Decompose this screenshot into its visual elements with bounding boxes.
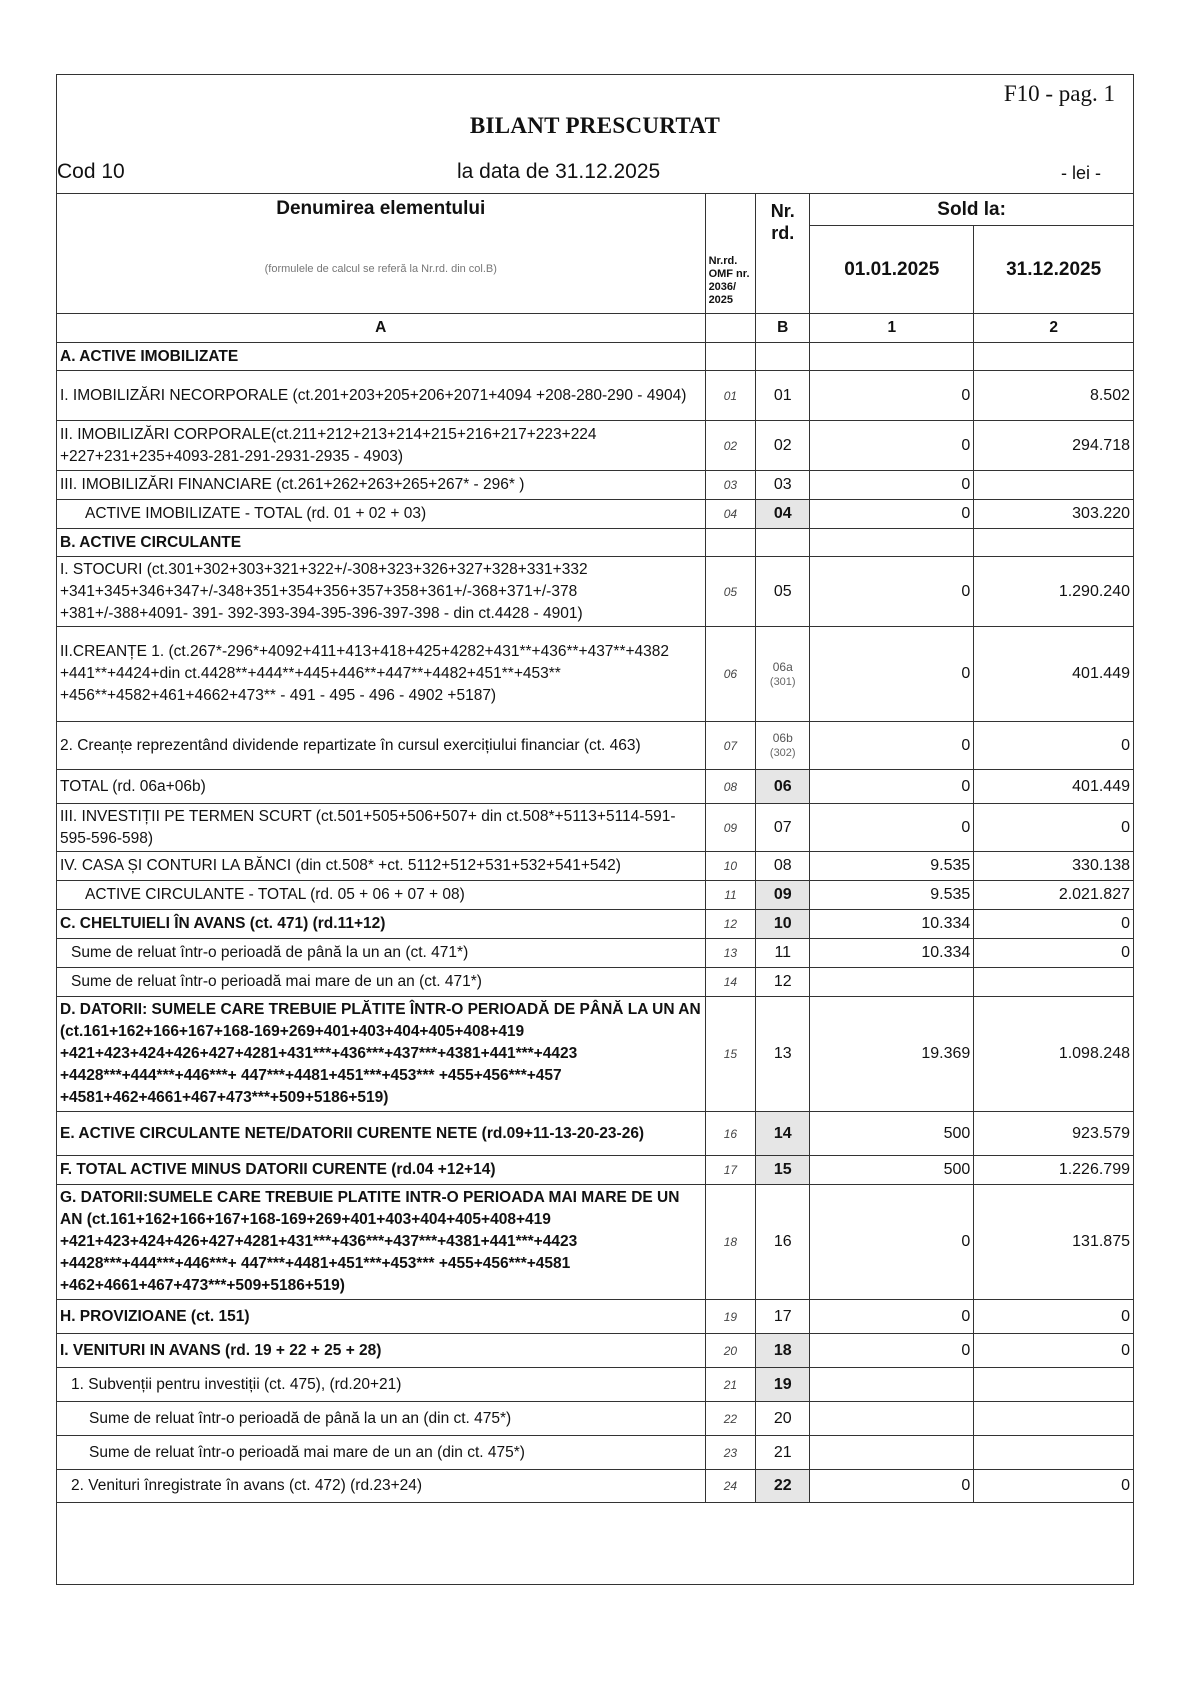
value-01-01-2025: [810, 343, 974, 371]
row-number: 01: [756, 371, 810, 421]
table-row: [57, 627, 1134, 722]
balance-sheet-table: [56, 193, 1134, 1503]
value-31-12-2025: 8.502: [974, 371, 1134, 421]
value-01-01-2025: 0: [810, 770, 974, 804]
value-31-12-2025: [974, 968, 1134, 997]
row-omf-number: 18: [705, 1185, 756, 1300]
row-label: Sume de reluat într-o perioadă de până la un an (ct. 471*): [57, 939, 706, 968]
value-31-12-2025: [974, 1436, 1134, 1470]
value-01-01-2025: 10.334: [810, 939, 974, 968]
row-number: 14: [756, 1112, 810, 1156]
row-number: [756, 343, 810, 371]
report-date: la data de 31.12.2025: [457, 160, 661, 183]
value-01-01-2025: [810, 529, 974, 557]
value-01-01-2025: [810, 1402, 974, 1436]
table-row: [57, 529, 1134, 557]
row-number: 10: [756, 910, 810, 939]
row-number: 11: [756, 939, 810, 968]
row-omf-number: 11: [705, 881, 756, 910]
row-label: Sume de reluat într-o perioadă mai mare de un an (ct. 471*): [57, 968, 706, 997]
value-01-01-2025: 0: [810, 1334, 974, 1368]
value-31-12-2025: 131.875: [974, 1185, 1134, 1300]
value-01-01-2025: 0: [810, 1185, 974, 1300]
value-31-12-2025: 923.579: [974, 1112, 1134, 1156]
value-31-12-2025: 330.138: [974, 852, 1134, 881]
table-row: [57, 421, 1134, 471]
row-omf-number: 14: [705, 968, 756, 997]
row-omf-number: 02: [705, 421, 756, 471]
row-omf-number: 12: [705, 910, 756, 939]
value-01-01-2025: 0: [810, 371, 974, 421]
row-omf-number: 08: [705, 770, 756, 804]
row-omf-number: 24: [705, 1470, 756, 1503]
row-number: 05: [756, 557, 810, 627]
table-row: [57, 471, 1134, 500]
currency-label: - lei -: [1061, 163, 1101, 183]
value-31-12-2025: 1.098.248: [974, 997, 1134, 1112]
row-omf-number: 13: [705, 939, 756, 968]
value-31-12-2025: 303.220: [974, 500, 1134, 529]
table-row: [57, 939, 1134, 968]
row-label: H. PROVIZIOANE (ct. 151): [57, 1300, 706, 1334]
row-omf-number: 21: [705, 1368, 756, 1402]
form-code: Cod 10: [57, 160, 125, 183]
table-row: [57, 1402, 1134, 1436]
row-label: I. IMOBILIZĂRI NECORPORALE (ct.201+203+205+206+2071+4094 +208-280-290 - 4904): [57, 371, 706, 421]
row-number: 02: [756, 421, 810, 471]
row-label: A. ACTIVE IMOBILIZATE: [57, 343, 706, 371]
col-number-2: 2: [974, 314, 1134, 343]
row-number: 06: [756, 770, 810, 804]
row-label: TOTAL (rd. 06a+06b): [57, 770, 706, 804]
value-01-01-2025: 0: [810, 627, 974, 722]
row-omf-number: 05: [705, 557, 756, 627]
value-01-01-2025: 0: [810, 557, 974, 627]
row-label: Sume de reluat într-o perioadă mai mare de un an (din ct. 475*): [57, 1436, 706, 1470]
value-31-12-2025: [974, 1402, 1134, 1436]
value-01-01-2025: [810, 1436, 974, 1470]
value-31-12-2025: 0: [974, 804, 1134, 852]
row-number: 03: [756, 471, 810, 500]
table-row: [57, 1185, 1134, 1300]
row-omf-number: 04: [705, 500, 756, 529]
row-label: G. DATORII:SUMELE CARE TREBUIE PLATITE INTR-O PERIOADA MAI MARE DE UN AN (ct.161+162+166+167+168-169+269+401+403+404+405+408+419 +421+423+424+426+427+4281+431***+436***+437***+4381+441***+4423 +4428***+444***+446***+ 447***+4481+451***+453*** +455+456***+4581 +462+4661+467+473***+509+5186+519): [57, 1185, 706, 1300]
row-omf-number: [705, 343, 756, 371]
value-01-01-2025: 0: [810, 722, 974, 770]
value-31-12-2025: 401.449: [974, 627, 1134, 722]
row-label: 1. Subvenții pentru investiții (ct. 475), (rd.20+21): [57, 1368, 706, 1402]
col-letter-a: A: [57, 314, 706, 343]
value-01-01-2025: 0: [810, 500, 974, 529]
row-number: [756, 722, 810, 770]
page-title: BILANT PRESCURTAT: [469, 113, 721, 138]
row-number: 12: [756, 968, 810, 997]
value-31-12-2025: 294.718: [974, 421, 1134, 471]
value-31-12-2025: [974, 1368, 1134, 1402]
row-label: ACTIVE CIRCULANTE - TOTAL (rd. 05 + 06 + 07 + 08): [57, 881, 706, 910]
value-31-12-2025: 0: [974, 1300, 1134, 1334]
row-number: [756, 627, 810, 722]
value-31-12-2025: 0: [974, 722, 1134, 770]
row-label: 2. Venituri înregistrate în avans (ct. 472) (rd.23+24): [57, 1470, 706, 1503]
table-row: [57, 1300, 1134, 1334]
row-number: 19: [756, 1368, 810, 1402]
row-omf-number: 09: [705, 804, 756, 852]
row-number: 07: [756, 804, 810, 852]
value-01-01-2025: 0: [810, 1300, 974, 1334]
table-row: [57, 997, 1134, 1112]
table-row: [57, 1470, 1134, 1503]
value-01-01-2025: [810, 968, 974, 997]
table-row: [57, 881, 1134, 910]
value-31-12-2025: 0: [974, 1334, 1134, 1368]
row-label: I. VENITURI IN AVANS (rd. 19 + 22 + 25 + 28): [57, 1334, 706, 1368]
table-row: [57, 1334, 1134, 1368]
row-label: IV. CASA ȘI CONTURI LA BĂNCI (din ct.508* +ct. 5112+512+531+532+541+542): [57, 852, 706, 881]
row-number: 04: [756, 500, 810, 529]
row-label: Sume de reluat într-o perioadă de până la un an (din ct. 475*): [57, 1402, 706, 1436]
table-row: [57, 371, 1134, 421]
row-number: 09: [756, 881, 810, 910]
row-number: 13: [756, 997, 810, 1112]
header-denumire: Denumirea elementului (formulele de calcul se referă la Nr.rd. din col.B): [57, 194, 706, 314]
value-31-12-2025: [974, 343, 1134, 371]
row-omf-number: 03: [705, 471, 756, 500]
row-number: [756, 529, 810, 557]
row-omf-number: 16: [705, 1112, 756, 1156]
row-number-sub: (301): [769, 675, 796, 688]
table-row: [57, 852, 1134, 881]
value-01-01-2025: 9.535: [810, 881, 974, 910]
value-31-12-2025: [974, 471, 1134, 500]
row-label: III. INVESTIȚII PE TERMEN SCURT (ct.501+505+506+507+ din ct.508*+5113+5114-591-595-596-598): [57, 804, 706, 852]
header-date1: 01.01.2025: [810, 226, 974, 314]
table-row: [57, 804, 1134, 852]
row-label: II. IMOBILIZĂRI CORPORALE(ct.211+212+213+214+215+216+217+223+224 +227+231+235+4093-281-291-2931-2935 - 4903): [57, 421, 706, 471]
value-01-01-2025: 500: [810, 1112, 974, 1156]
value-01-01-2025: 9.535: [810, 852, 974, 881]
value-31-12-2025: 2.021.827: [974, 881, 1134, 910]
row-number: 22: [756, 1470, 810, 1503]
row-omf-number: [705, 529, 756, 557]
value-01-01-2025: 0: [810, 1470, 974, 1503]
value-01-01-2025: 0: [810, 471, 974, 500]
table-row: [57, 1436, 1134, 1470]
row-number-sub: (302): [769, 747, 796, 759]
col-letter-blank: [705, 314, 756, 343]
table-row: [57, 500, 1134, 529]
row-number: 21: [756, 1436, 810, 1470]
row-label: D. DATORII: SUMELE CARE TREBUIE PLĂTITE ÎNTR-O PERIOADĂ DE PÂNĂ LA UN AN (ct.161+162+166+167+168-169+269+401+403+404+405+408+419 +421+423+424+426+427+4281+431***+436***+437***+4381+441***+4423 +4428***+444***+446***+ 447***+4481+451***+453*** +455+456***+457 +4581+462+4661+467+473***+509+5186+519): [57, 997, 706, 1112]
form-frame: [56, 74, 1134, 1585]
row-label: II.CREANȚE 1. (ct.267*-296*+4092+411+413+418+425+4282+431**+436**+437**+4382 +441**+4424+din ct.4428**+444**+445+446**+447**+4482+451**+453** +456**+4582+461+4662+473** - 491 - 495 - 496 - 4902 +5187): [57, 627, 706, 722]
value-01-01-2025: 500: [810, 1156, 974, 1185]
row-number-code: 06b: [772, 731, 793, 745]
value-01-01-2025: 0: [810, 421, 974, 471]
row-omf-number: 10: [705, 852, 756, 881]
table-row: [57, 910, 1134, 939]
row-label: C. CHELTUIELI ÎN AVANS (ct. 471) (rd.11+12): [57, 910, 706, 939]
row-omf-number: 22: [705, 1402, 756, 1436]
value-31-12-2025: 0: [974, 910, 1134, 939]
value-31-12-2025: 0: [974, 939, 1134, 968]
row-label: III. IMOBILIZĂRI FINANCIARE (ct.261+262+263+265+267* - 296* ): [57, 471, 706, 500]
row-label: ACTIVE IMOBILIZATE - TOTAL (rd. 01 + 02 + 03): [57, 500, 706, 529]
col-letter-b: B: [756, 314, 810, 343]
row-number: 16: [756, 1185, 810, 1300]
row-omf-number: 01: [705, 371, 756, 421]
value-01-01-2025: 19.369: [810, 997, 974, 1112]
header-omf: Nr.rd. OMF nr. 2036/ 2025: [705, 194, 756, 314]
table-row: [57, 770, 1134, 804]
row-number: 18: [756, 1334, 810, 1368]
page-number: F10 - pag. 1: [1003, 81, 1115, 106]
row-omf-number: 15: [705, 997, 756, 1112]
row-label: 2. Creanțe reprezentând dividende repartizate în cursul exercițiului financiar (ct. 463): [57, 722, 706, 770]
value-31-12-2025: [974, 529, 1134, 557]
table-row: [57, 968, 1134, 997]
row-label: F. TOTAL ACTIVE MINUS DATORII CURENTE (rd.04 +12+14): [57, 1156, 706, 1185]
value-31-12-2025: 0: [974, 1470, 1134, 1503]
row-omf-number: 06: [705, 627, 756, 722]
table-row: [57, 343, 1134, 371]
table-row: [57, 1112, 1134, 1156]
header-nr-rd: Nr. rd.: [756, 194, 810, 314]
row-number: 08: [756, 852, 810, 881]
value-01-01-2025: 10.334: [810, 910, 974, 939]
value-01-01-2025: [810, 1368, 974, 1402]
header-date2: 31.12.2025: [974, 226, 1134, 314]
row-omf-number: 23: [705, 1436, 756, 1470]
table-row: [57, 1156, 1134, 1185]
row-label: E. ACTIVE CIRCULANTE NETE/DATORII CURENTE NETE (rd.09+11-13-20-23-26): [57, 1112, 706, 1156]
table-row: [57, 722, 1134, 770]
table-row: [57, 557, 1134, 627]
value-31-12-2025: 401.449: [974, 770, 1134, 804]
row-number-code: 06a: [772, 659, 793, 674]
row-omf-number: 17: [705, 1156, 756, 1185]
value-01-01-2025: 0: [810, 804, 974, 852]
header-sold: Sold la:: [810, 194, 1134, 226]
table-row: [57, 1368, 1134, 1402]
row-label: B. ACTIVE CIRCULANTE: [57, 529, 706, 557]
row-number: 15: [756, 1156, 810, 1185]
row-omf-number: 07: [705, 722, 756, 770]
row-label: I. STOCURI (ct.301+302+303+321+322+/-308+323+326+327+328+331+332 +341+345+346+347+/-348+351+354+356+357+358+361+/-368+371+/-378 +381+/-388+4091- 391- 392-393-394-395-396-397-398 - din ct.4428 - 4901): [57, 557, 706, 627]
row-omf-number: 20: [705, 1334, 756, 1368]
value-31-12-2025: 1.226.799: [974, 1156, 1134, 1185]
col-number-1: 1: [810, 314, 974, 343]
row-number: 20: [756, 1402, 810, 1436]
row-omf-number: 19: [705, 1300, 756, 1334]
value-31-12-2025: 1.290.240: [974, 557, 1134, 627]
row-number: 17: [756, 1300, 810, 1334]
